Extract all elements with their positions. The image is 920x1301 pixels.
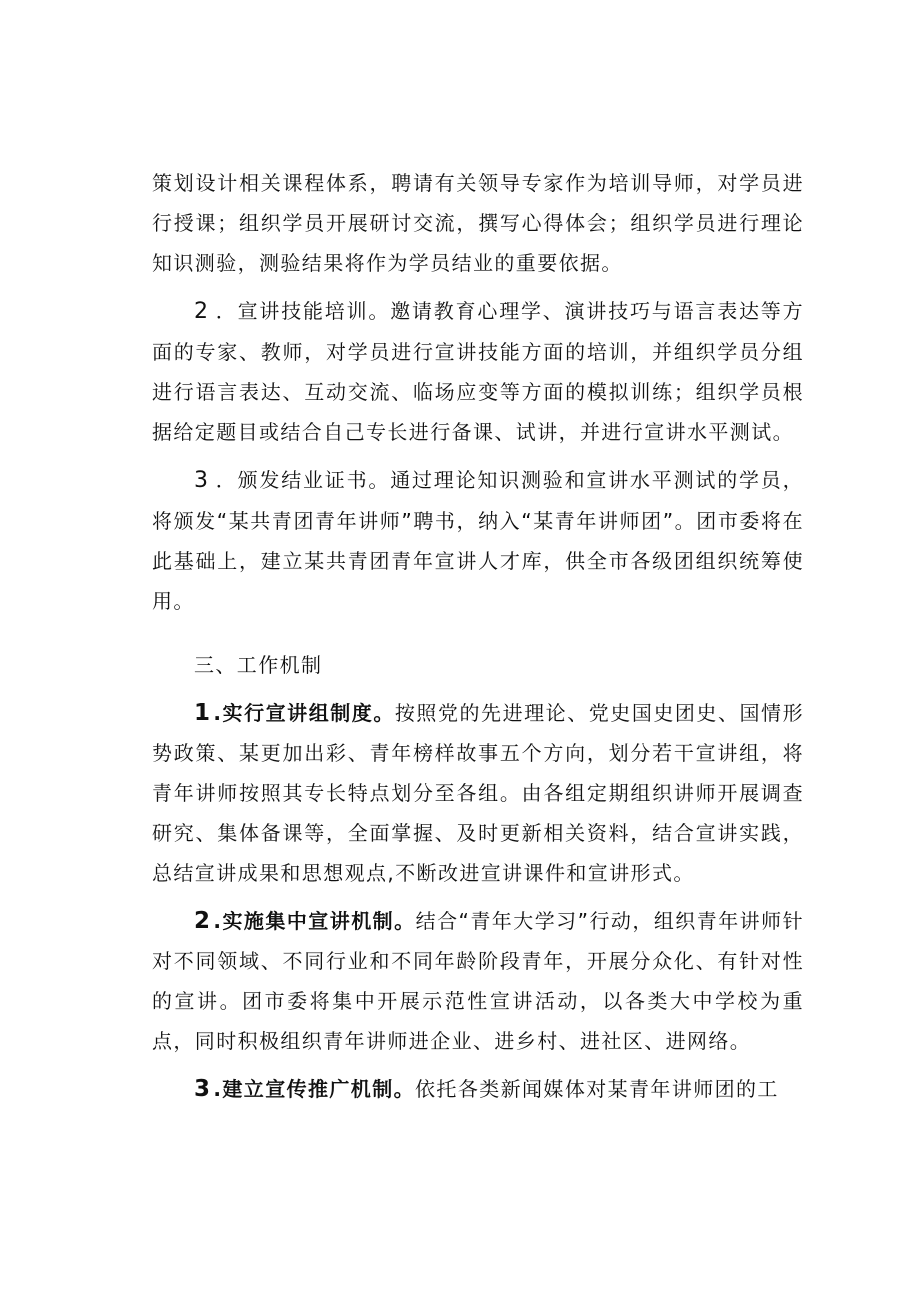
paragraph-text: 按照党的先进理论、党史国史团史、国情形势政策、某更加出彩、青年榜样故事五个方向，划分若干宣讲组，将青年讲师按照其专长特点划分至各组。由各组定期组织讲师开展调查研究、集体备课等，全面掌握、及时更新相关资料，结合宣讲实践，总结宣讲成果和思想观点,不断改进宣讲课件和宣讲形式。: [152, 701, 804, 885]
document-body: [152, 163, 804, 1109]
paragraph-group-system: [152, 693, 804, 893]
paragraph-certificate: [152, 460, 804, 621]
item-number: 3: [194, 468, 210, 493]
item-title: .建立宣传推广机制。: [213, 1077, 416, 1101]
paragraph-centralized-lecture: [152, 901, 804, 1061]
item-title: .实行宣讲组制度。: [213, 701, 395, 725]
paragraph-continued: [152, 163, 804, 283]
paragraph-text: 依托各类新闻媒体对某青年讲师团的工: [415, 1077, 779, 1101]
paragraph-text: 结合“青年大学习”行动，组织青年讲师针对不同领域、不同行业和不同年龄阶段青年，开展分众化、有针对性的宣讲。团市委将集中开展示范性宣讲活动，以各类大中学校为重点，同时积极组织青年讲师进企业、进乡村、进社区、进网络。: [152, 909, 804, 1053]
item-number: 1: [194, 700, 212, 726]
item-separator: ．: [215, 299, 238, 323]
paragraph-skill-training: [152, 291, 804, 452]
item-number: 2: [194, 299, 210, 324]
item-number: 2: [194, 908, 212, 934]
item-number: 3: [194, 1076, 212, 1102]
paragraph-publicity: [152, 1069, 804, 1109]
item-title: .实施集中宣讲机制。: [213, 909, 416, 933]
item-separator: ．: [215, 468, 238, 492]
paragraph-text: 颁发结业证书。通过理论知识测验和宣讲水平测试的学员，将颁发“某共青团青年讲师”聘书，纳入“某青年讲师团”。团市委将在此基础上，建立某共青团青年宣讲人才库，供全市各级团组织统筹使用。: [152, 468, 804, 613]
paragraph-text: 宣讲技能培训。邀请教育心理学、演讲技巧与语言表达等方面的专家、教师，对学员进行宣讲技能方面的培训，并组织学员分组进行语言表达、互动交流、临场应变等方面的模拟训练；组织学员根据给定题目或结合自己专长进行备课、试讲，并进行宣讲水平测试。: [152, 299, 804, 444]
section-heading: 三、工作机制: [194, 653, 323, 677]
paragraph-text: 策划设计相关课程体系，聘请有关领导专家作为培训导师，对学员进行授课；组织学员开展研讨交流，撰写心得体会；组织学员进行理论知识测验，测验结果将作为学员结业的重要依据。: [152, 171, 804, 275]
